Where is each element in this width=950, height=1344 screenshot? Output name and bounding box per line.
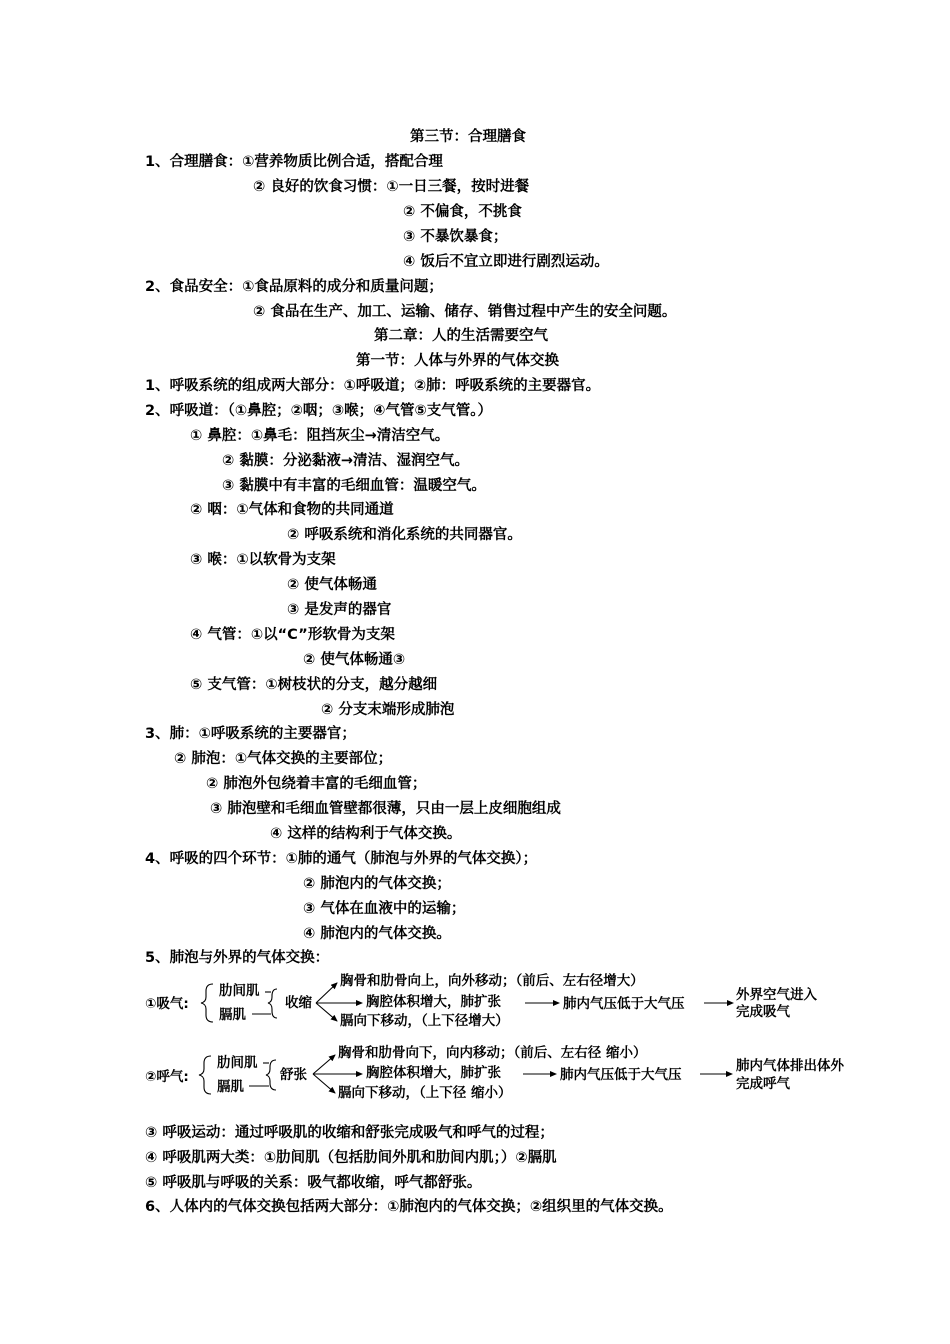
text-line: ② 呼吸系统和消化系统的共同器官。 — [287, 527, 522, 543]
text-line: ② 食品在生产、加工、运输、储存、销售过程中产生的安全问题。 — [253, 304, 677, 320]
text-line: ③ 不暴饮暴食； — [403, 229, 508, 245]
text-line: ② 咽：①气体和食物的共同通道 — [190, 502, 394, 518]
text-line: ② 使气体畅通③ — [303, 652, 406, 668]
exhale-left-brace — [199, 1056, 211, 1094]
exhale-outcome-1: 肺内气体排出体外 — [736, 1058, 844, 1074]
exhale-arrow-down — [313, 1074, 335, 1093]
inhale-muscle-intercostal: 肋间肌 — [219, 983, 260, 999]
text-line: 2、食品安全：①食品原料的成分和质量问题； — [145, 279, 443, 295]
text-line: ② 分支末端形成肺泡 — [321, 702, 455, 718]
exhale-label: ②呼气: — [145, 1069, 189, 1085]
inhale-outcome-1: 外界空气进入 — [736, 987, 817, 1003]
exhale-pressure: 肺内气压低于大气压 — [560, 1067, 682, 1083]
text-line: ① 鼻腔：①鼻毛：阻挡灰尘→清洁空气。 — [190, 428, 450, 444]
exhale-action: 舒张 — [280, 1067, 307, 1083]
exhale-muscle-diaphragm: 膈肌 — [217, 1079, 244, 1095]
inhale-arrow-down — [316, 1003, 337, 1021]
inhale-action: 收缩 — [285, 995, 312, 1011]
text-line: ④ 肺泡内的气体交换。 — [303, 926, 451, 942]
section-title-reasonable-diet: 第三节：合理膳食 — [410, 129, 526, 145]
inhale-result-3: 膈向下移动，（上下径增大） — [340, 1013, 509, 1029]
text-line: ② 肺泡内的气体交换； — [303, 876, 451, 892]
inhale-label: ①吸气: — [145, 996, 189, 1012]
text-line: 4、呼吸的四个环节：①肺的通气（肺泡与外界的气体交换）； — [145, 851, 538, 867]
section-title-gas-exchange: 第一节：人体与外界的气体交换 — [356, 353, 559, 369]
text-line: ④ 饭后不宜立即进行剧烈运动。 — [403, 254, 609, 270]
text-line: 6、人体内的气体交换包括两大部分：①肺泡内的气体交换；②组织里的气体交换。 — [145, 1199, 673, 1215]
text-line: ③ 气体在血液中的运输； — [303, 901, 466, 917]
exhale-outcome-2: 完成呼气 — [736, 1076, 790, 1092]
text-line: ② 良好的饮食习惯：①一日三餐，按时进餐 — [253, 179, 530, 195]
exhale-result-3: 膈向下移动，（上下径 缩小） — [338, 1085, 512, 1101]
exhale-result-1: 胸骨和肋骨向下，向内移动；（前后、左右径 缩小） — [338, 1045, 647, 1061]
text-line: ⑤ 支气管：①树枝状的分支，越分越细 — [190, 677, 438, 693]
text-line: ② 黏膜：分泌黏液→清洁、湿润空气。 — [222, 453, 469, 469]
inhale-pressure: 肺内气压低于大气压 — [563, 996, 685, 1012]
text-line: ③ 呼吸运动：通过呼吸肌的收缩和舒张完成吸气和呼气的过程； — [145, 1125, 554, 1141]
text-line: ② 肺泡外包绕着丰富的毛细血管； — [206, 776, 427, 792]
inhale-muscle-diaphragm: 膈肌 — [219, 1007, 246, 1023]
text-line: ③ 黏膜中有丰富的毛细血管：温暖空气。 — [222, 478, 486, 494]
text-line: ④ 这样的结构利于气体交换。 — [270, 826, 462, 842]
text-line: ③ 喉：①以软骨为支架 — [190, 552, 336, 568]
chapter-title: 第二章：人的生活需要空气 — [374, 328, 548, 344]
text-line: ② 使气体畅通 — [287, 577, 377, 593]
text-line: 1、呼吸系统的组成两大部分：①呼吸道；②肺：呼吸系统的主要器官。 — [145, 378, 601, 394]
text-line: ③ 肺泡壁和毛细血管壁都很薄，只由一层上皮细胞组成 — [210, 801, 561, 817]
exhale-muscle-intercostal: 肋间肌 — [217, 1055, 258, 1071]
exhale-result-2: 胸腔体积增大，肺扩张 — [366, 1065, 501, 1081]
text-line: ② 不偏食，不挑食 — [403, 204, 522, 220]
text-line: ② 肺泡：①气体交换的主要部位； — [174, 751, 393, 767]
inhale-result-2: 胸腔体积增大，肺扩张 — [366, 994, 501, 1010]
text-line: ④ 呼吸肌两大类：①肋间肌（包括肋间外肌和肋间内肌；）②膈肌 — [145, 1150, 557, 1166]
text-line: ⑤ 呼吸肌与呼吸的关系：吸气都收缩，呼气都舒张。 — [145, 1175, 482, 1191]
inhale-arrow-up — [316, 983, 337, 1003]
text-line: 2、呼吸道：（①鼻腔；②咽；③喉；④气管⑤支气管。） — [145, 403, 492, 419]
inhale-left-brace — [201, 984, 213, 1022]
exhale-arrow-up — [313, 1055, 335, 1074]
text-line: 3、肺：①呼吸系统的主要器官； — [145, 726, 356, 742]
text-line: ④ 气管：①以“C”形软骨为支架 — [190, 627, 395, 643]
text-line: 1、合理膳食：①营养物质比例合适，搭配合理 — [145, 154, 443, 170]
inhale-result-1: 胸骨和肋骨向上，向外移动；（前后、左右径增大） — [340, 973, 644, 989]
inhale-outcome-2: 完成吸气 — [736, 1004, 790, 1020]
text-line: 5、肺泡与外界的气体交换： — [145, 950, 330, 966]
text-line: ③ 是发声的器官 — [287, 602, 392, 618]
